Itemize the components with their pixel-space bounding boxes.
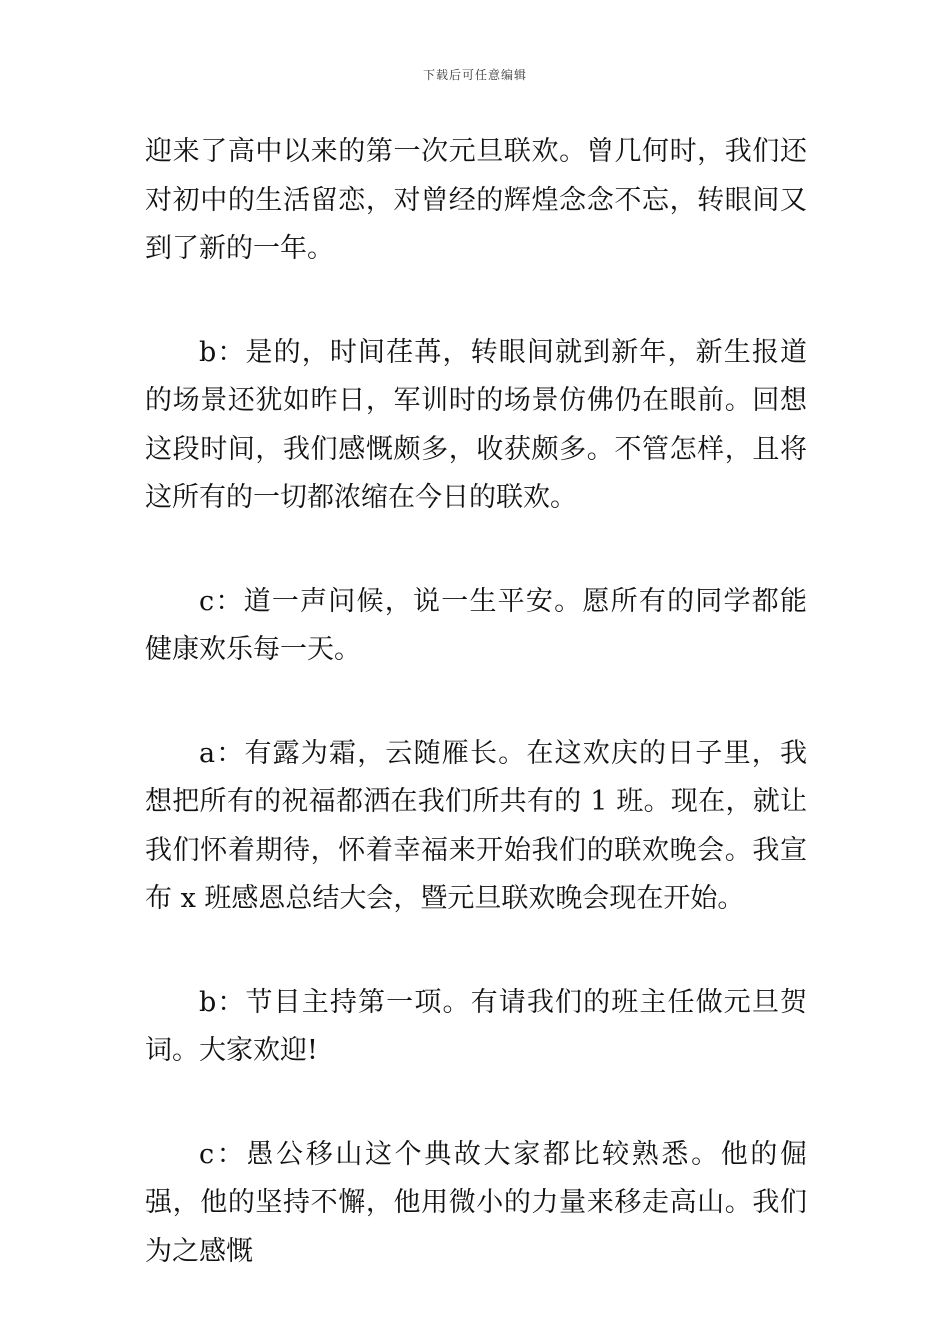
paragraph-5: b：节目主持第一项。有请我们的班主任做元旦贺词。大家欢迎!: [145, 986, 807, 1066]
paragraph-gap: [145, 523, 807, 578]
paragraph-gap: [145, 1076, 807, 1131]
paragraph-6: c：愚公移山这个典故大家都比较熟悉。他的倔强，他的坚持不懈，他用微小的力量来移走高山。我们为之感慨: [145, 1138, 807, 1267]
paragraph-2: b：是的，时间荏苒，转眼间就到新年，新生报道的场景还犹如昨日，军训时的场景仿佛仍在眼前。回想这段时间，我们感慨颇多，收获颇多。不管怎样，且将这所有的一切都浓缩在今日的联欢。: [145, 336, 807, 513]
paragraph-3: c：道一声问候，说一生平安。愿所有的同学都能健康欢乐每一天。: [145, 585, 807, 665]
paragraph-gap: [145, 675, 807, 730]
page-header: 下载后可任意编辑: [422, 68, 527, 82]
paragraph-1: 迎来了高中以来的第一次元旦联欢。曾几何时，我们还对初中的生活留恋，对曾经的辉煌念念不忘，转眼间又到了新的一年。: [145, 136, 807, 264]
paragraph-4: a：有露为霜，云随雁长。在这欢庆的日子里，我想把所有的祝福都洒在我们所共有的 1 班。现在，就让我们怀着期待，怀着幸福来开始我们的联欢晚会。我宣布 x 班感恩总结大会，暨元旦联欢晚会现在开始。: [145, 737, 807, 914]
document-body: [145, 128, 807, 1276]
paragraph-gap: [145, 274, 807, 329]
paragraph-gap: [145, 924, 807, 979]
